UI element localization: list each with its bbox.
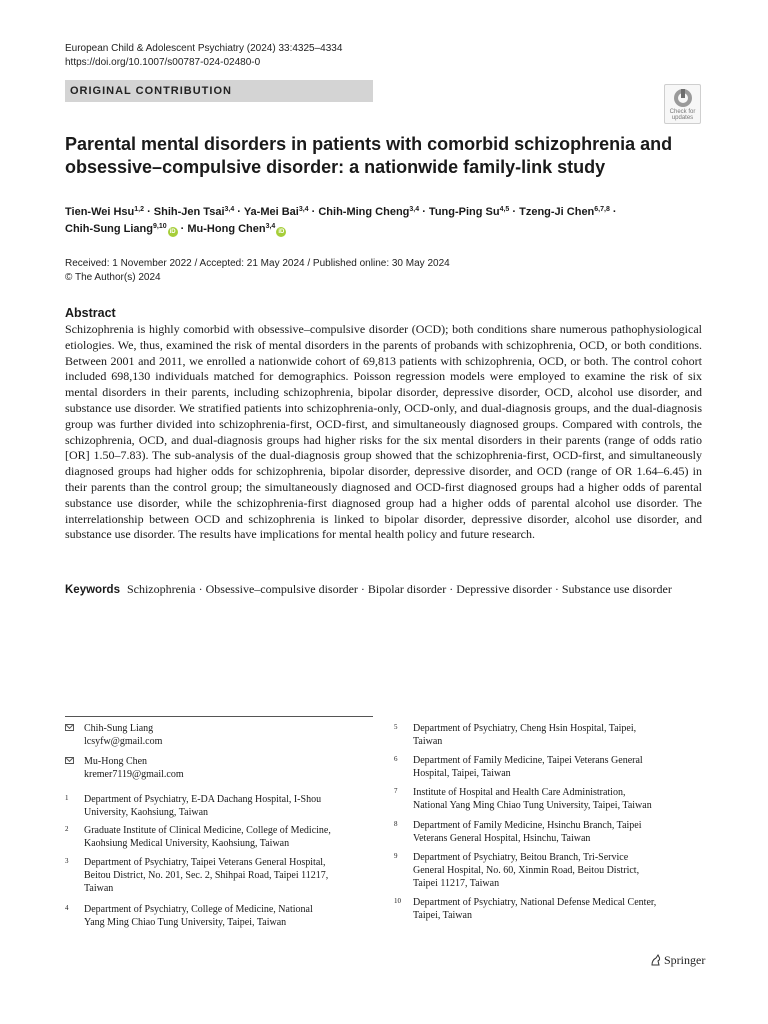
journal-reference: European Child & Adolescent Psychiatry (2024) 33:4325–4334: [65, 43, 343, 54]
author-name: Ya-Mei Bai: [243, 206, 299, 218]
author-affiliation: 3,4: [265, 223, 276, 230]
author[interactable]: [519, 206, 610, 218]
affiliation-number: 5: [394, 723, 398, 731]
correspondence-email[interactable]: kremer7119@gmail.com: [84, 769, 184, 781]
affiliation-line: Yang Ming Chiao Tung University, Taipei, Taiwan: [84, 917, 287, 929]
affiliation-number: 8: [394, 820, 398, 828]
author-separator: ·: [308, 206, 319, 218]
author-affiliation: 6,7,8: [594, 206, 610, 213]
author-separator: ·: [177, 223, 188, 235]
orcid-icon[interactable]: iD: [278, 229, 285, 235]
affiliation-number: 4: [65, 904, 69, 912]
doi-link[interactable]: https://doi.org/10.1007/s00787-024-02480-0: [65, 57, 261, 68]
abstract-text: Schizophrenia is highly comorbid with obsessive–compulsive disorder (OCD); both conditions share numerous pathophysiological etiologies. We, thus, examined the risk of mental disorders in the parents of probands with schizophrenia, OCD, or both conditions. Between 2001 and 2011, we enrolled a nationwide cohort of 69,813 patients with schizophrenia, OCD, or both. The control cohort included 698,130 individuals matched for demographics. Poisson regression models were employed to examine the risk of six mental disorders in their parents, including schizophrenia, bipolar disorder, depressive disorder, OCD, alcohol use disorder, and substance use disorder. We stratified patients into schizophrenia-only, OCD-only, and dual-diagnosis groups, and the dual-diagnosis group was further divided into schizophrenia-first, OCD-first, and simultaneously diagnosed groups. Compared with controls, the schizophrenia, OCD, and dual-diagnosis groups had higher risks for the six mental disorders in their parents (range of odds ratio [OR] 1.50–7.83). The sub-analysis of the dual-diagnosis group showed that the schizophrenia-first, OCD-first, and simultaneously diagnosed groups had higher odds for schizophrenia, bipolar disorder, depressive disorder, and OCD (range of OR 1.64–6.45) in their parents than the control group; the simultaneously diagnosed and OCD-first diagnosed groups had a higher odds of parental substance use disorder, while the schizophrenia-first diagnosed group had a higher odds of parental alcohol use disorder. The interrelationship between OCD and schizophrenia is linked to bipolar disorder, depressive disorder, alcohol use disorder, and substance use disorder. The results have implications for mental health policy and future research.: [65, 322, 702, 542]
publisher-name: Springer: [664, 953, 706, 967]
keywords-list: Schizophrenia · Obsessive–compulsive disorder · Bipolar disorder · Depressive disorder · Substance use disorder: [126, 582, 672, 596]
author[interactable]: [318, 206, 419, 218]
affiliation-number: 10: [394, 897, 401, 905]
affiliation-number: 6: [394, 755, 398, 763]
author-separator: ·: [419, 206, 429, 218]
affiliation-line: General Hospital, No. 60, Xinmin Road, Beitou District,: [413, 865, 640, 877]
affiliation-line: Hospital, Taipei, Taiwan: [413, 768, 511, 780]
affiliation-number: 2: [65, 825, 69, 833]
affiliation-line: Taipei 11217, Taiwan: [413, 878, 500, 890]
abstract-heading: Abstract: [65, 306, 116, 320]
author-affiliation: 9,10: [152, 223, 167, 230]
affiliation-line: Department of Psychiatry, College of Medicine, National: [84, 904, 313, 915]
article-title: Parental mental disorders in patients with comorbid schizophrenia and obsessive–compulsive disorder: a nationwide family-link study: [65, 134, 673, 177]
correspondence-name: Mu-Hong Chen: [84, 756, 148, 767]
publication-dates: [65, 257, 450, 285]
author[interactable]: [244, 206, 309, 218]
author-separator: ·: [509, 206, 520, 218]
affiliation-line: Department of Family Medicine, Hsinchu Branch, Taipei: [413, 820, 642, 831]
author-name: Tung-Ping Su: [428, 206, 500, 218]
author-affiliation: 3,4: [409, 206, 420, 213]
author-separator: ·: [234, 206, 244, 218]
affiliation-line: Graduate Institute of Clinical Medicine, College of Medicine,: [84, 825, 331, 836]
affiliation-line: Veterans General Hospital, Hsinchu, Taiwan: [413, 833, 591, 845]
affiliation-number: 9: [394, 852, 398, 860]
author-name: Shih-Jen Tsai: [153, 206, 225, 218]
footnote-divider: [65, 716, 373, 717]
affiliation-line: Department of Psychiatry, E-DA Dachang Hospital, I-Shou: [84, 794, 322, 805]
affiliation-number: 7: [394, 787, 398, 795]
author-name: Chih-Sung Liang: [65, 223, 153, 235]
affiliation-line: Department of Psychiatry, Beitou Branch, Tri-Service: [413, 852, 629, 863]
affiliation-line: Institute of Hospital and Health Care Administration,: [413, 787, 626, 798]
correspondence-email[interactable]: lcsyfw@gmail.com: [84, 736, 163, 748]
correspondence-name: Chih-Sung Liang: [84, 723, 154, 734]
copyright-line: © The Author(s) 2024: [65, 272, 161, 283]
affiliation-line: University, Kaohsiung, Taiwan: [84, 807, 209, 819]
affiliation-line: National Yang Ming Chiao Tung University, Taipei, Taiwan: [413, 800, 652, 812]
affiliation-line: Beitou District, No. 201, Sec. 2, Shihpai Road, Taipei 11217,: [84, 870, 329, 882]
section-label-bar: [65, 80, 373, 102]
check-for-updates-icon: [673, 88, 693, 108]
journal-citation: [65, 42, 342, 70]
keywords: [65, 582, 702, 599]
orcid-icon[interactable]: iD: [169, 229, 176, 235]
history-dates: Received: 1 November 2022 / Accepted: 21 May 2024 / Published online: 30 May 2024: [65, 258, 450, 269]
mail-icon: [65, 757, 74, 764]
author-name: Mu-Hong Chen: [187, 223, 266, 235]
affiliation-line: Taiwan: [413, 736, 443, 748]
author-separator: ·: [609, 206, 617, 218]
affiliation-line: Department of Psychiatry, Cheng Hsin Hospital, Taipei,: [413, 723, 637, 734]
springer-horse-icon: [650, 954, 662, 966]
author[interactable]: [429, 206, 509, 218]
affiliation-line: Department of Psychiatry, National Defense Medical Center,: [413, 897, 657, 908]
keywords-label: Keywords: [65, 584, 120, 596]
affiliation-line: Department of Family Medicine, Taipei Veterans General: [413, 755, 643, 766]
author-name: Chih-Ming Cheng: [318, 206, 410, 218]
affiliation-number: 3: [65, 857, 69, 865]
author-affiliation: 4,5: [499, 206, 510, 213]
author-list: [65, 204, 705, 238]
affiliation-line: Taiwan: [84, 883, 114, 895]
badge-label: Check for updates: [669, 109, 696, 121]
author-name: Tien-Wei Hsu: [65, 206, 135, 218]
author[interactable]: [154, 206, 234, 218]
author[interactable]: [65, 206, 144, 218]
affiliation-line: Taipei, Taiwan: [413, 910, 472, 922]
author-affiliation: 3,4: [224, 206, 235, 213]
author-name: Tzeng-Ji Chen: [519, 206, 595, 218]
author[interactable]: [65, 223, 178, 235]
mail-icon: [65, 724, 74, 731]
author-separator: ·: [144, 206, 154, 218]
author-affiliation: 3,4: [298, 206, 309, 213]
affiliation-number: 1: [65, 794, 69, 802]
section-label: ORIGINAL CONTRIBUTION: [70, 85, 232, 97]
check-for-updates-badge[interactable]: [664, 84, 701, 124]
publisher-logo: [650, 953, 705, 967]
affiliation-line: Department of Psychiatry, Taipei Veterans General Hospital,: [84, 857, 326, 868]
affiliation-line: Kaohsiung Medical University, Kaohsiung, Taiwan: [84, 838, 290, 850]
author[interactable]: [187, 223, 286, 235]
author-affiliation: 1,2: [134, 206, 145, 213]
